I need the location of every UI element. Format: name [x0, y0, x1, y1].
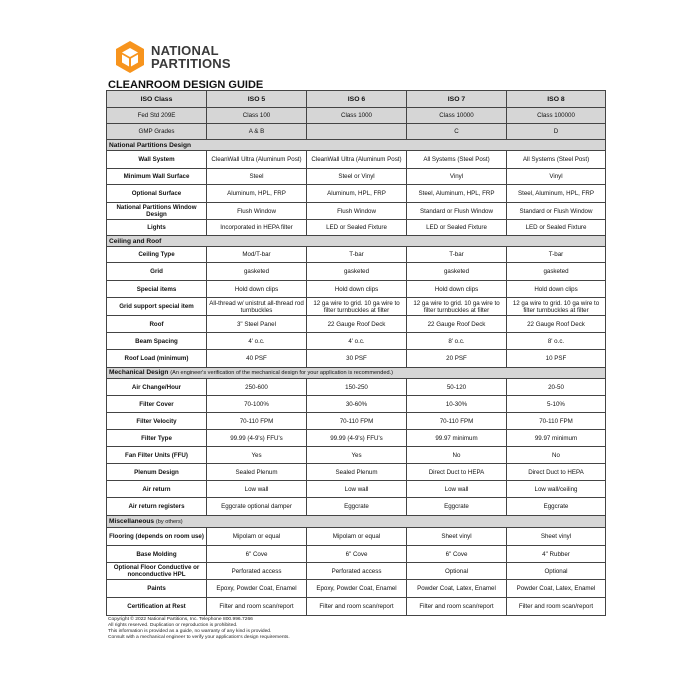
table-cell: Incorporated in HEPA filter: [207, 220, 307, 236]
row-label: Minimum Wall Surface: [107, 169, 207, 185]
header-cell: ISO 8: [507, 91, 606, 108]
table-cell: Perforated access: [307, 563, 407, 580]
brand-logo: [113, 40, 231, 74]
table-cell: Mipolam or equal: [207, 528, 307, 546]
section-title: Miscellaneous: [109, 517, 155, 525]
header-cell: Class 100000: [507, 108, 606, 124]
table-cell: 50-120: [407, 379, 507, 396]
row-label: Fed Std 209E: [107, 108, 207, 124]
footer-line: This information is provided as a guide, no warranty of any kind is provided.: [108, 629, 272, 635]
table-cell: 22 Gauge Roof Deck: [507, 316, 606, 333]
footer-line: Copyright © 2022 National Partitions, Inc. Telephone 800.996.7266: [108, 617, 253, 622]
table-cell: T-bar: [407, 247, 507, 263]
table-cell: Low wall/ceiling: [507, 481, 606, 498]
row-label: National Partitions Window Design: [107, 203, 207, 220]
section-title-cell: [107, 140, 606, 151]
table-row: [107, 298, 606, 316]
row-label: Roof: [107, 316, 207, 333]
table-row: [107, 430, 606, 447]
table-cell: 30-60%: [307, 396, 407, 413]
table-cell: No: [507, 447, 606, 464]
table-row: [107, 169, 606, 185]
row-label: Roof Load (minimum): [107, 350, 207, 368]
table-cell: Standard or Flush Window: [407, 203, 507, 220]
row-label: Grid: [107, 263, 207, 281]
table-cell: Aluminum, HPL, FRP: [307, 185, 407, 203]
table-cell: 3" Steel Panel: [207, 316, 307, 333]
table-row: [107, 598, 606, 616]
table-cell: Optional: [407, 563, 507, 580]
row-label: Ceiling Type: [107, 247, 207, 263]
table-cell: 4' o.c.: [207, 333, 307, 350]
table-cell: 99.97 minimum: [507, 430, 606, 447]
table-cell: gasketed: [307, 263, 407, 281]
table-cell: Steel, Aluminum, HPL, FRP: [407, 185, 507, 203]
table-cell: Yes: [207, 447, 307, 464]
table-cell: Hold down clips: [407, 281, 507, 298]
table-cell: 30 PSF: [307, 350, 407, 368]
table-row: [107, 151, 606, 169]
table-row: [107, 413, 606, 430]
table-cell: Flush Window: [307, 203, 407, 220]
table-cell: Eggcrate: [507, 498, 606, 516]
footer-line: Consult with a mechanical engineer to verify your application's design requirements.: [108, 635, 290, 641]
table-cell: Sheet vinyl: [407, 528, 507, 546]
section-title: National Partitions Design: [109, 141, 192, 149]
table-cell: 70-110 FPM: [507, 413, 606, 430]
table-cell: 40 PSF: [207, 350, 307, 368]
table-cell: 6" Cove: [407, 546, 507, 563]
cleanroom-design-table: [106, 90, 606, 616]
table-cell: T-bar: [507, 247, 606, 263]
section-note: (An engineer's verification of the mechanical design for your application is recommended.): [170, 370, 393, 376]
brand-line-2: PARTITIONS: [151, 56, 231, 71]
header-cell: ISO 5: [207, 91, 307, 108]
row-label: Certification at Rest: [107, 598, 207, 616]
table-cell: T-bar: [307, 247, 407, 263]
table-row: [107, 528, 606, 546]
header-cell: Class 10000: [407, 108, 507, 124]
table-row: [107, 481, 606, 498]
table-cell: Steel or Vinyl: [307, 169, 407, 185]
table-cell: Flush Window: [207, 203, 307, 220]
table-cell: 8' o.c.: [407, 333, 507, 350]
table-cell: All Systems (Steel Post): [507, 151, 606, 169]
table-cell: Perforated access: [207, 563, 307, 580]
table-row: [107, 247, 606, 263]
table-cell: Epoxy, Powder Coat, Enamel: [307, 580, 407, 598]
table-cell: Low wall: [407, 481, 507, 498]
section-note: (by others): [155, 518, 183, 525]
document-title: CLEANROOM DESIGN GUIDE: [108, 79, 264, 91]
row-label: Base Molding: [107, 546, 207, 563]
table-cell: 12 ga wire to grid. 10 ga wire to filter turnbuckles at filter: [307, 298, 407, 316]
row-label: ISO Class: [107, 91, 207, 108]
table-cell: 10 PSF: [507, 350, 606, 368]
table-cell: Direct Duct to HEPA: [407, 464, 507, 481]
table-row: [107, 563, 606, 580]
table-row: [107, 185, 606, 203]
row-label: Fan Filter Units (FFU): [107, 447, 207, 464]
header-cell: Class 1000: [307, 108, 407, 124]
table-cell: Mod/T-bar: [207, 247, 307, 263]
section-header: [107, 140, 606, 151]
table-row: [107, 580, 606, 598]
table-cell: CleanWall Ultra (Aluminum Post): [307, 151, 407, 169]
row-label: Filter Type: [107, 430, 207, 447]
table-cell: 6" Cove: [307, 546, 407, 563]
table-row: [107, 316, 606, 333]
table-row: [107, 220, 606, 236]
header-row: [107, 108, 606, 124]
table-cell: gasketed: [207, 263, 307, 281]
table-cell: 8' o.c.: [507, 333, 606, 350]
table-cell: CleanWall Ultra (Aluminum Post): [207, 151, 307, 169]
table-cell: 20 PSF: [407, 350, 507, 368]
table-cell: Sealed Plenum: [307, 464, 407, 481]
header-cell: A & B: [207, 124, 307, 140]
table-row: [107, 396, 606, 413]
table-cell: gasketed: [407, 263, 507, 281]
table-cell: Powder Coat, Latex, Enamel: [407, 580, 507, 598]
section-title-cell: [107, 516, 606, 528]
table-cell: Steel, Aluminum, HPL, FRP: [507, 185, 606, 203]
header-cell: D: [507, 124, 606, 140]
row-label: Grid support special item: [107, 298, 207, 316]
row-label: Air return: [107, 481, 207, 498]
header-cell: C: [407, 124, 507, 140]
table-cell: Eggcrate: [307, 498, 407, 516]
table-cell: LED or Sealed Fixture: [307, 220, 407, 236]
table-cell: Hold down clips: [507, 281, 606, 298]
table-cell: Standard or Flush Window: [507, 203, 606, 220]
table-row: [107, 379, 606, 396]
table-cell: Eggcrate optional damper: [207, 498, 307, 516]
table-cell: No: [407, 447, 507, 464]
header-cell: ISO 7: [407, 91, 507, 108]
table-cell: Hold down clips: [307, 281, 407, 298]
row-label: GMP Grades: [107, 124, 207, 140]
section-title: Mechanical Design: [109, 369, 169, 376]
brand-name: [151, 44, 231, 70]
table-row: [107, 464, 606, 481]
table-cell: 99.99 (4-9's) FFU's: [307, 430, 407, 447]
table-cell: Vinyl: [507, 169, 606, 185]
header-cell: ISO 6: [307, 91, 407, 108]
footer-notes: [108, 617, 290, 641]
table-cell: gasketed: [507, 263, 606, 281]
table-cell: 12 ga wire to grid. 10 ga wire to filter turnbuckles at filter: [407, 298, 507, 316]
header-row: [107, 124, 606, 140]
row-label: Special items: [107, 281, 207, 298]
table-cell: All-thread w/ unistrut all-thread rod turnbuckles: [207, 298, 307, 316]
table-row: [107, 546, 606, 563]
table-cell: Filter and room scan/report: [507, 598, 606, 616]
table-row: [107, 498, 606, 516]
row-label: Filter Velocity: [107, 413, 207, 430]
table-cell: Sealed Plenum: [207, 464, 307, 481]
table-cell: 99.99 (4-9's) FFU's: [207, 430, 307, 447]
table-cell: 70-110 FPM: [307, 413, 407, 430]
table-cell: 70-100%: [207, 396, 307, 413]
table-row: [107, 203, 606, 220]
section-header: [107, 236, 606, 247]
table-cell: 22 Gauge Roof Deck: [307, 316, 407, 333]
table-cell: Low wall: [307, 481, 407, 498]
section-title: Ceiling and Roof: [109, 237, 162, 245]
table-cell: Sheet vinyl: [507, 528, 606, 546]
table-cell: Mipolam or equal: [307, 528, 407, 546]
table-row: [107, 447, 606, 464]
table-cell: Epoxy, Powder Coat, Enamel: [207, 580, 307, 598]
header-cell: [307, 124, 407, 140]
header-cell: Class 100: [207, 108, 307, 124]
table-cell: Yes: [307, 447, 407, 464]
table-row: [107, 350, 606, 368]
table-cell: Steel: [207, 169, 307, 185]
row-label: Beam Spacing: [107, 333, 207, 350]
hexagon-cube-logo-icon: [113, 40, 147, 74]
table-cell: 150-250: [307, 379, 407, 396]
table-cell: 4' o.c.: [307, 333, 407, 350]
table-cell: Eggcrate: [407, 498, 507, 516]
row-label: Optional Floor Conductive or nonconductive HPL: [107, 563, 207, 580]
table-cell: 22 Gauge Roof Deck: [407, 316, 507, 333]
table-cell: 99.97 minimum: [407, 430, 507, 447]
table-cell: 10-30%: [407, 396, 507, 413]
table-cell: 6" Cove: [207, 546, 307, 563]
table-row: [107, 333, 606, 350]
table-cell: Direct Duct to HEPA: [507, 464, 606, 481]
section-header: [107, 516, 606, 528]
row-label: Air return registers: [107, 498, 207, 516]
table-cell: 20-50: [507, 379, 606, 396]
table-cell: Filter and room scan/report: [307, 598, 407, 616]
row-label: Air Change/Hour: [107, 379, 207, 396]
table-row: [107, 281, 606, 298]
brand-line-1: NATIONAL: [151, 43, 219, 58]
table-cell: 5-10%: [507, 396, 606, 413]
table-cell: 70-110 FPM: [207, 413, 307, 430]
row-label: Paints: [107, 580, 207, 598]
table-cell: Filter and room scan/report: [207, 598, 307, 616]
table-cell: Low wall: [207, 481, 307, 498]
table-cell: Optional: [507, 563, 606, 580]
row-label: Flooring (depends on room use): [107, 528, 207, 546]
footer-line: All rights reserved. Duplication or reproduction is prohibited.: [108, 623, 238, 629]
header-row: [107, 91, 606, 108]
row-label: Wall System: [107, 151, 207, 169]
section-header: [107, 368, 606, 379]
section-title-cell: [107, 236, 606, 247]
table-cell: 70-110 FPM: [407, 413, 507, 430]
row-label: Filter Cover: [107, 396, 207, 413]
table-cell: 4" Rubber: [507, 546, 606, 563]
table-cell: LED or Sealed Fixture: [507, 220, 606, 236]
table-cell: Filter and room scan/report: [407, 598, 507, 616]
table-cell: All Systems (Steel Post): [407, 151, 507, 169]
table-cell: Vinyl: [407, 169, 507, 185]
row-label: Lights: [107, 220, 207, 236]
section-title-cell: [107, 368, 606, 379]
table-cell: Powder Coat, Latex, Enamel: [507, 580, 606, 598]
table-cell: 250-600: [207, 379, 307, 396]
table-cell: 12 ga wire to grid. 10 ga wire to filter turnbuckles at filter: [507, 298, 606, 316]
table-cell: LED or Sealed Fixture: [407, 220, 507, 236]
table-cell: Hold down clips: [207, 281, 307, 298]
row-label: Plenum Design: [107, 464, 207, 481]
table-row: [107, 263, 606, 281]
row-label: Optional Surface: [107, 185, 207, 203]
table-cell: Aluminum, HPL, FRP: [207, 185, 307, 203]
